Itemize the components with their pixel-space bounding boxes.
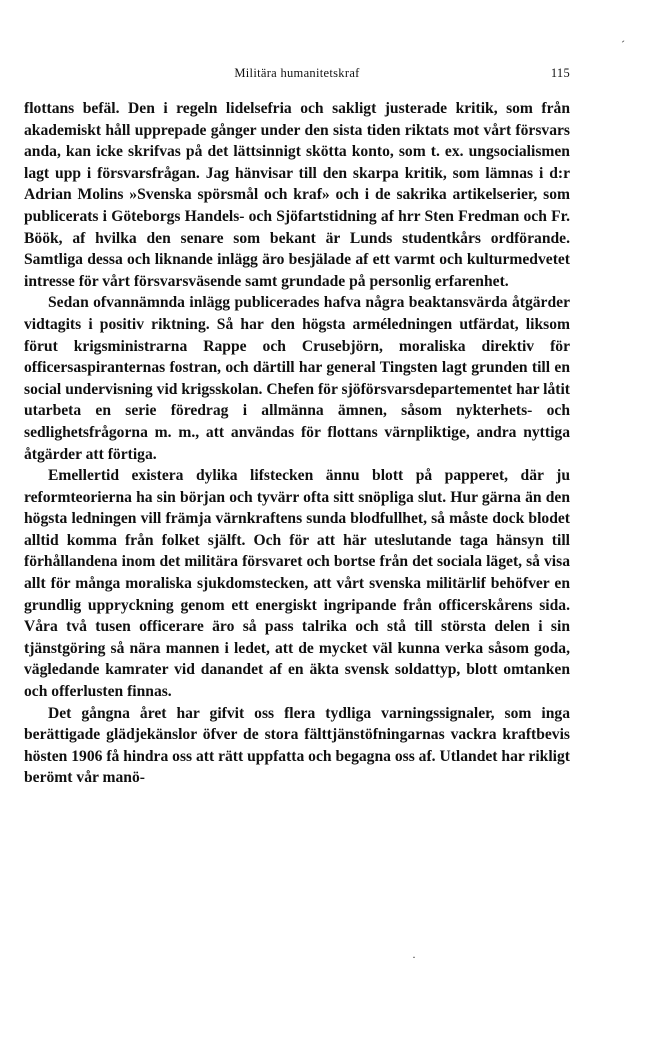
running-title: Militära humanitetskraf: [234, 66, 360, 80]
stray-mark-bottom: ·: [412, 950, 416, 964]
paragraph-2: Sedan ofvannämnda inlägg publicerades hafva några beaktansvärda åtgärder vidtagits i positiv riktning. Så har den högsta arméledningen utfärdat, liksom förut krigsministrarna Rappe och Crusebjörn, moraliska direktiv för officersaspiranternas fostran, och därtill har general Tingsten lagt grunden till en social undervisning vid krigsskolan. Chefen för sjöförsvarsdepartementet har låtit utarbeta en serie föredrag i allmänna ämnen, såsom nykterhets- och sedlighetsfrågorna m. m., att användas för flottans värnpliktige, andra nyttiga åtgärder att förtiga.: [24, 294, 570, 463]
paragraph-3: Emellertid existera dylika lifstecken ännu blott på papperet, där ju reformteorierna ha sin början och tyvärr ofta sitt snöpliga slut. Hur gärna än den högsta ledningen vill främja värnkraftens sunda blodfullhet, så måste dock blodet alltid komma från folket själft. Och för att här uteslutande taga hänsyn till förhållandena inom det militära försvaret och bortse från det sociala läget, så visa allt för många moraliska sjukdomstecken, att vårt svenska militärlif behöfver en grundlig uppryckning genom ett energiskt ingripande från officerskårens sida. Våra två tusen officerare äro så pass talrika och stå till största delen i sin tjänstgöring så nära mannen i ledet, att de mycket väl kunna verka såsom goda, vägledande kamrater vid danandet af en äkta svensk soldattyp, blott omtanken och offerlusten finnas.: [24, 467, 570, 701]
paragraph-4: Det gångna året har gifvit oss flera tydliga varningssignaler, som inga berättigade glädjekänslor öfver de stora fälttjänstöfningarnas vackra kraftbevis hösten 1906 få hindra oss att rätt uppfatta och begagna oss af. Utlandet har rikligt berömt vår manö-: [24, 704, 570, 787]
book-page: [24, 62, 570, 789]
stray-mark-top: ´: [621, 38, 625, 52]
running-head: [24, 62, 570, 86]
page-number: 115: [550, 66, 570, 80]
paragraph-1: flottans befäl. Den i regeln lidelsefria och sakligt justerade kritik, som från akademiskt håll upprepade gånger under den sista tiden riktats mot vårt försvars anda, kan icke skrifvas på det lättsinnigt skötta konto, som t. ex. ungsocialismen lagt upp i försvarsfrågan. Jag hänvisar till den skarpa kritik, som lämnas i d:r Adrian Molins »Svenska spörsmål och kraf» och i de sakrika artikelserier, som publicerats i Göteborgs Handels- och Sjöfartstidning af hrr Sten Fredman och Fr. Böök, af hvilka den senare som bekant är Lunds studentkårs ordförande. Samtliga dessa och liknande inlägg äro besjälade af ett varmt och kulturmedvetet intresse för vårt försvarsväsende samt grundade på personlig erfarenhet.: [24, 100, 570, 290]
body-text: [24, 98, 570, 789]
